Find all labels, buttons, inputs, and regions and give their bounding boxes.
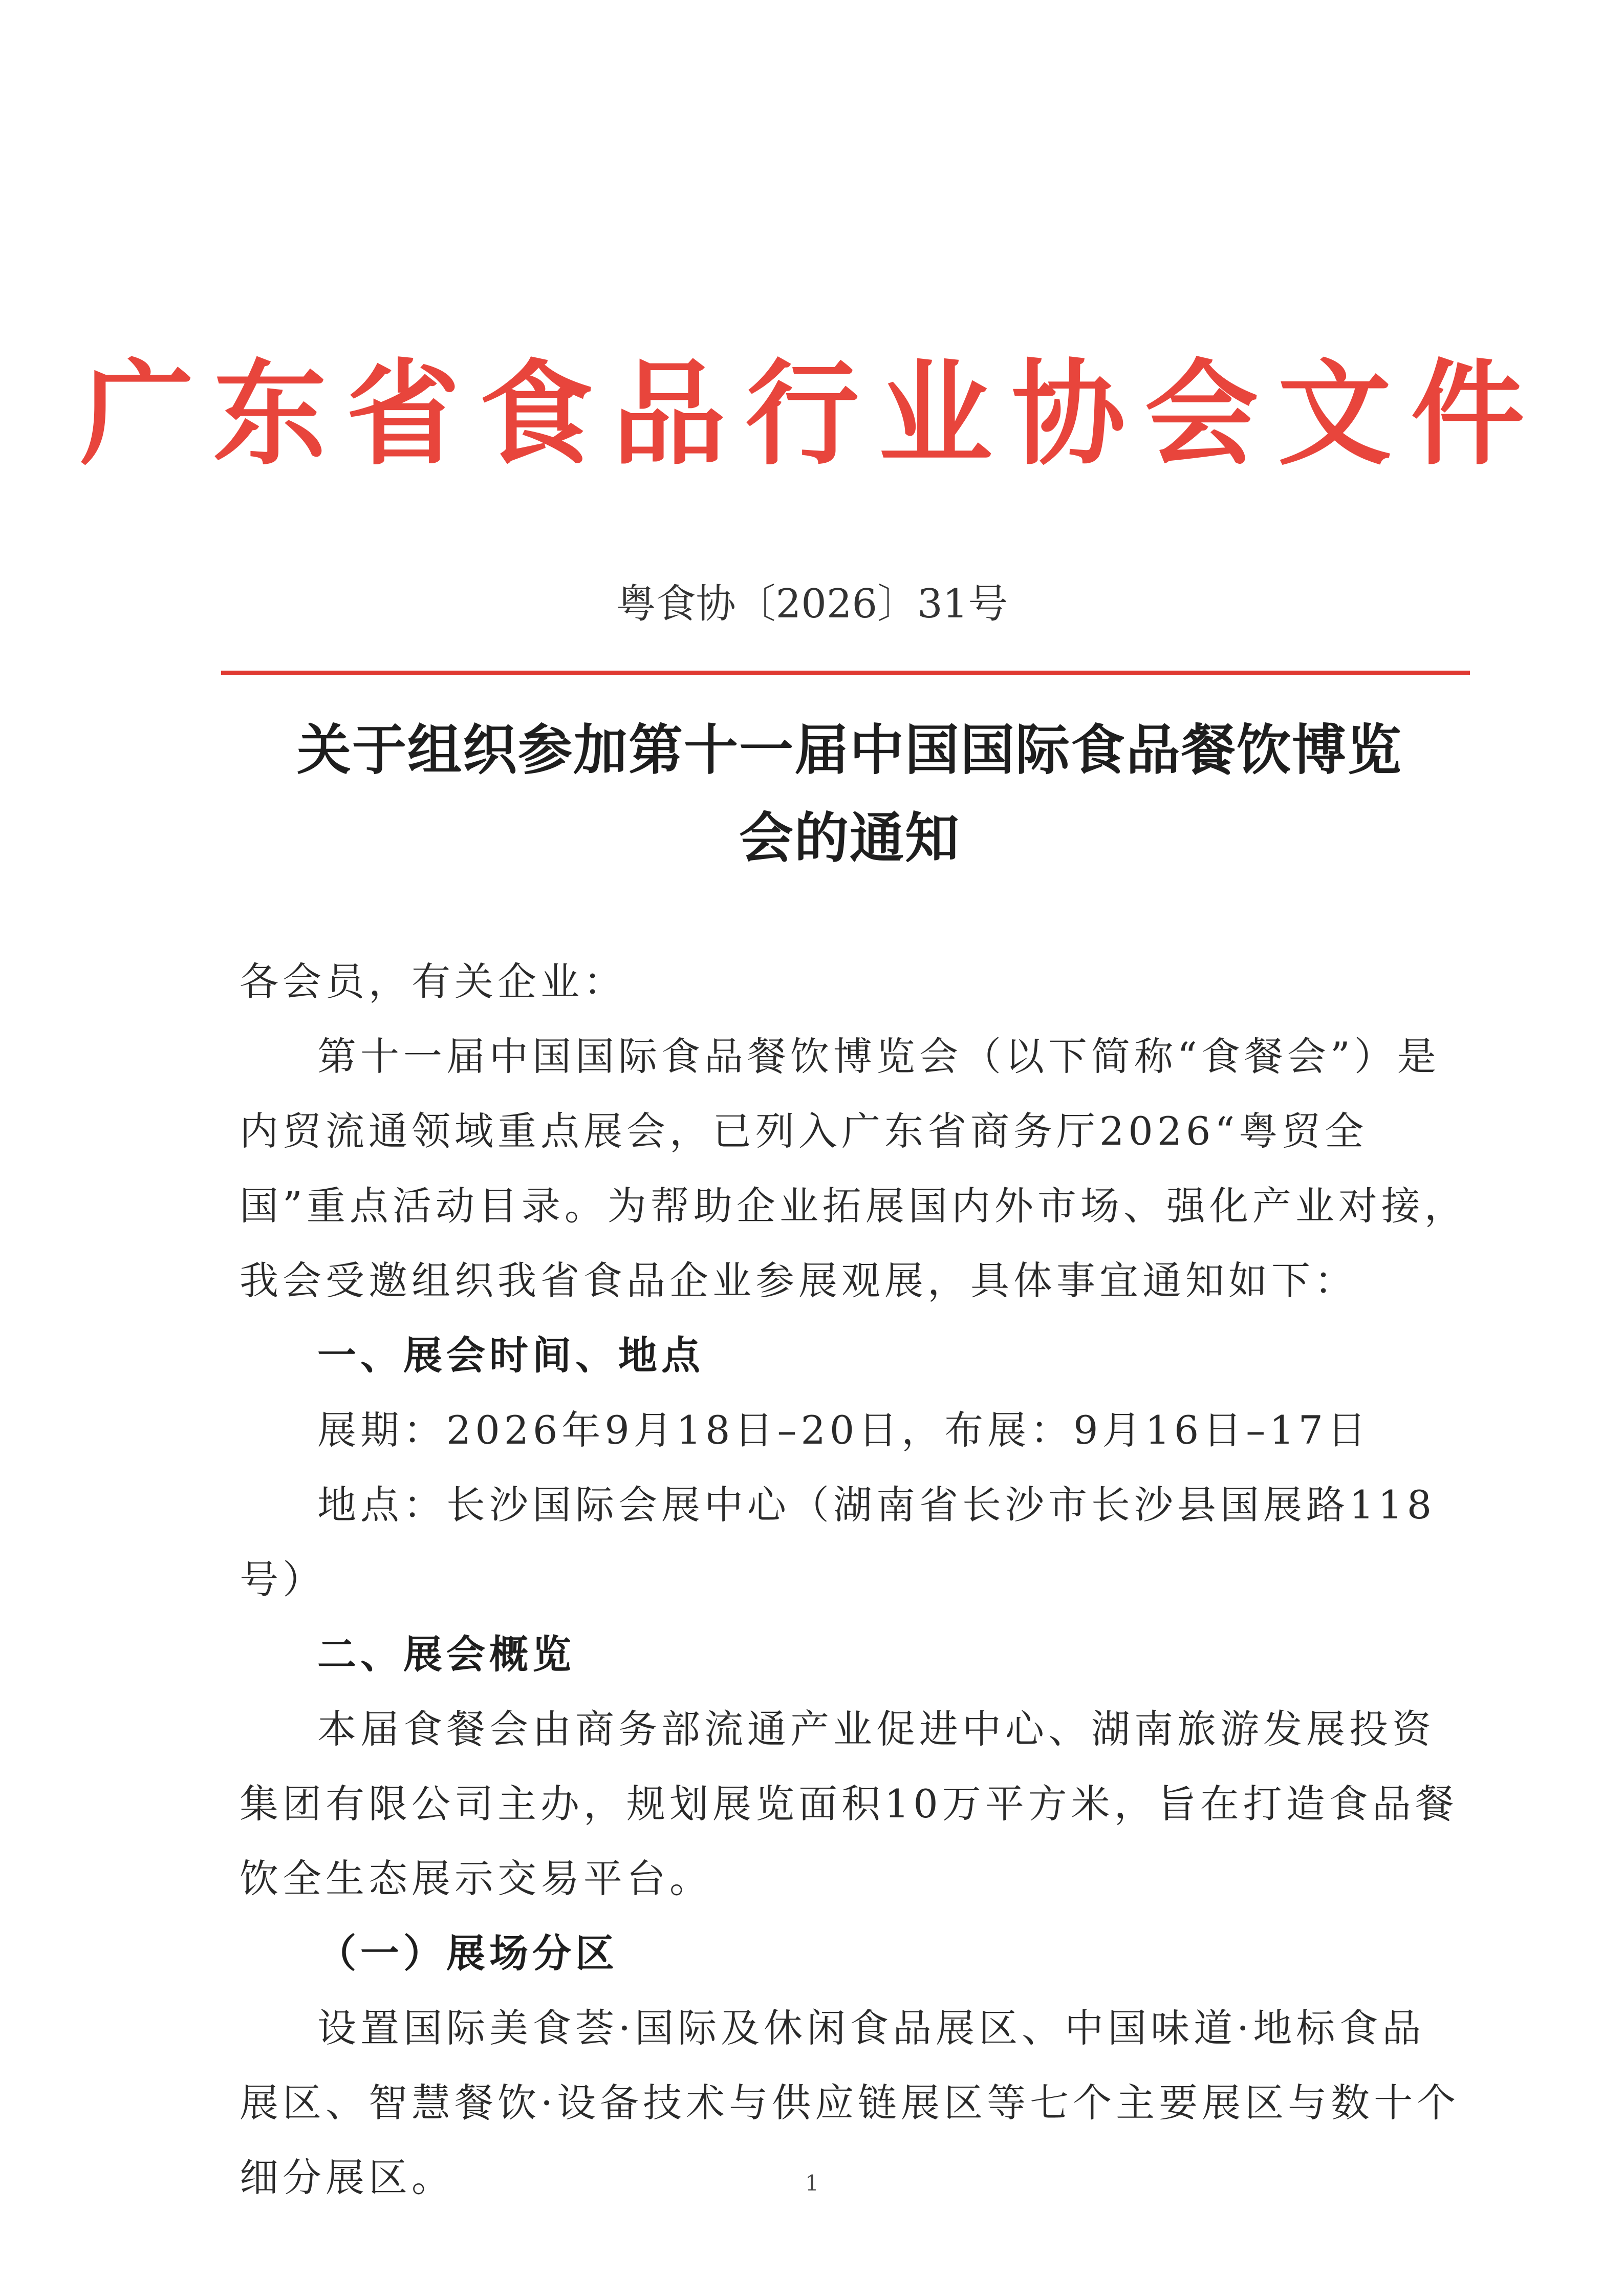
intro-paragraph: 第十一届中国国际食品餐饮博览会（以下简称“食餐会”）是内贸流通领域重点展会，已列入广东省商务厅2026“粤贸全国”重点活动目录。为帮助企业拓展国内外市场、强化产业对接，我会受邀组织我省食品企业参展观展，具体事宜通知如下： — [240, 1034, 1467, 1303]
schedule-line: 展期：2026年9月18日–20日，布展：9月16日–17日 — [317, 1407, 1370, 1453]
venue-line: 地点：长沙国际会展中心（湖南省长沙市长沙县国展路118号） — [240, 1482, 1436, 1602]
page-number: 1 — [805, 2171, 819, 2196]
section-heading-overview: 二、展会概览 — [317, 1632, 575, 1677]
document-body — [240, 945, 1468, 2215]
section-heading-time-location: 一、展会时间、地点 — [317, 1333, 704, 1378]
document-title-line-1: 关于组织参加第十一届中国国际食品餐饮博览 — [297, 719, 1402, 782]
zones-paragraph: 设置国际美食荟·国际及休闲食品展区、中国味道·地标食品展区、智慧餐饮·设备技术与供应链展区等七个主要展区与数十个细分展区。 — [240, 2005, 1460, 2200]
overview-paragraph: 本届食餐会由商务部流通产业促进中心、湖南旅游发展投资集团有限公司主办，规划展览面积10万平方米，旨在打造食品餐饮全生态展示交易平台。 — [240, 1706, 1458, 1901]
red-divider-line — [221, 671, 1470, 675]
salutation: 各会员，有关企业： — [240, 959, 626, 1004]
document-title-line-2: 会的通知 — [739, 807, 960, 870]
issuer-header: 广东省食品行业协会文件 — [80, 349, 1544, 481]
subsection-heading-zones: （一）展场分区 — [317, 1930, 618, 1976]
document-title — [220, 706, 1479, 883]
document-number: 粤食协〔2026〕31号 — [616, 581, 1008, 627]
